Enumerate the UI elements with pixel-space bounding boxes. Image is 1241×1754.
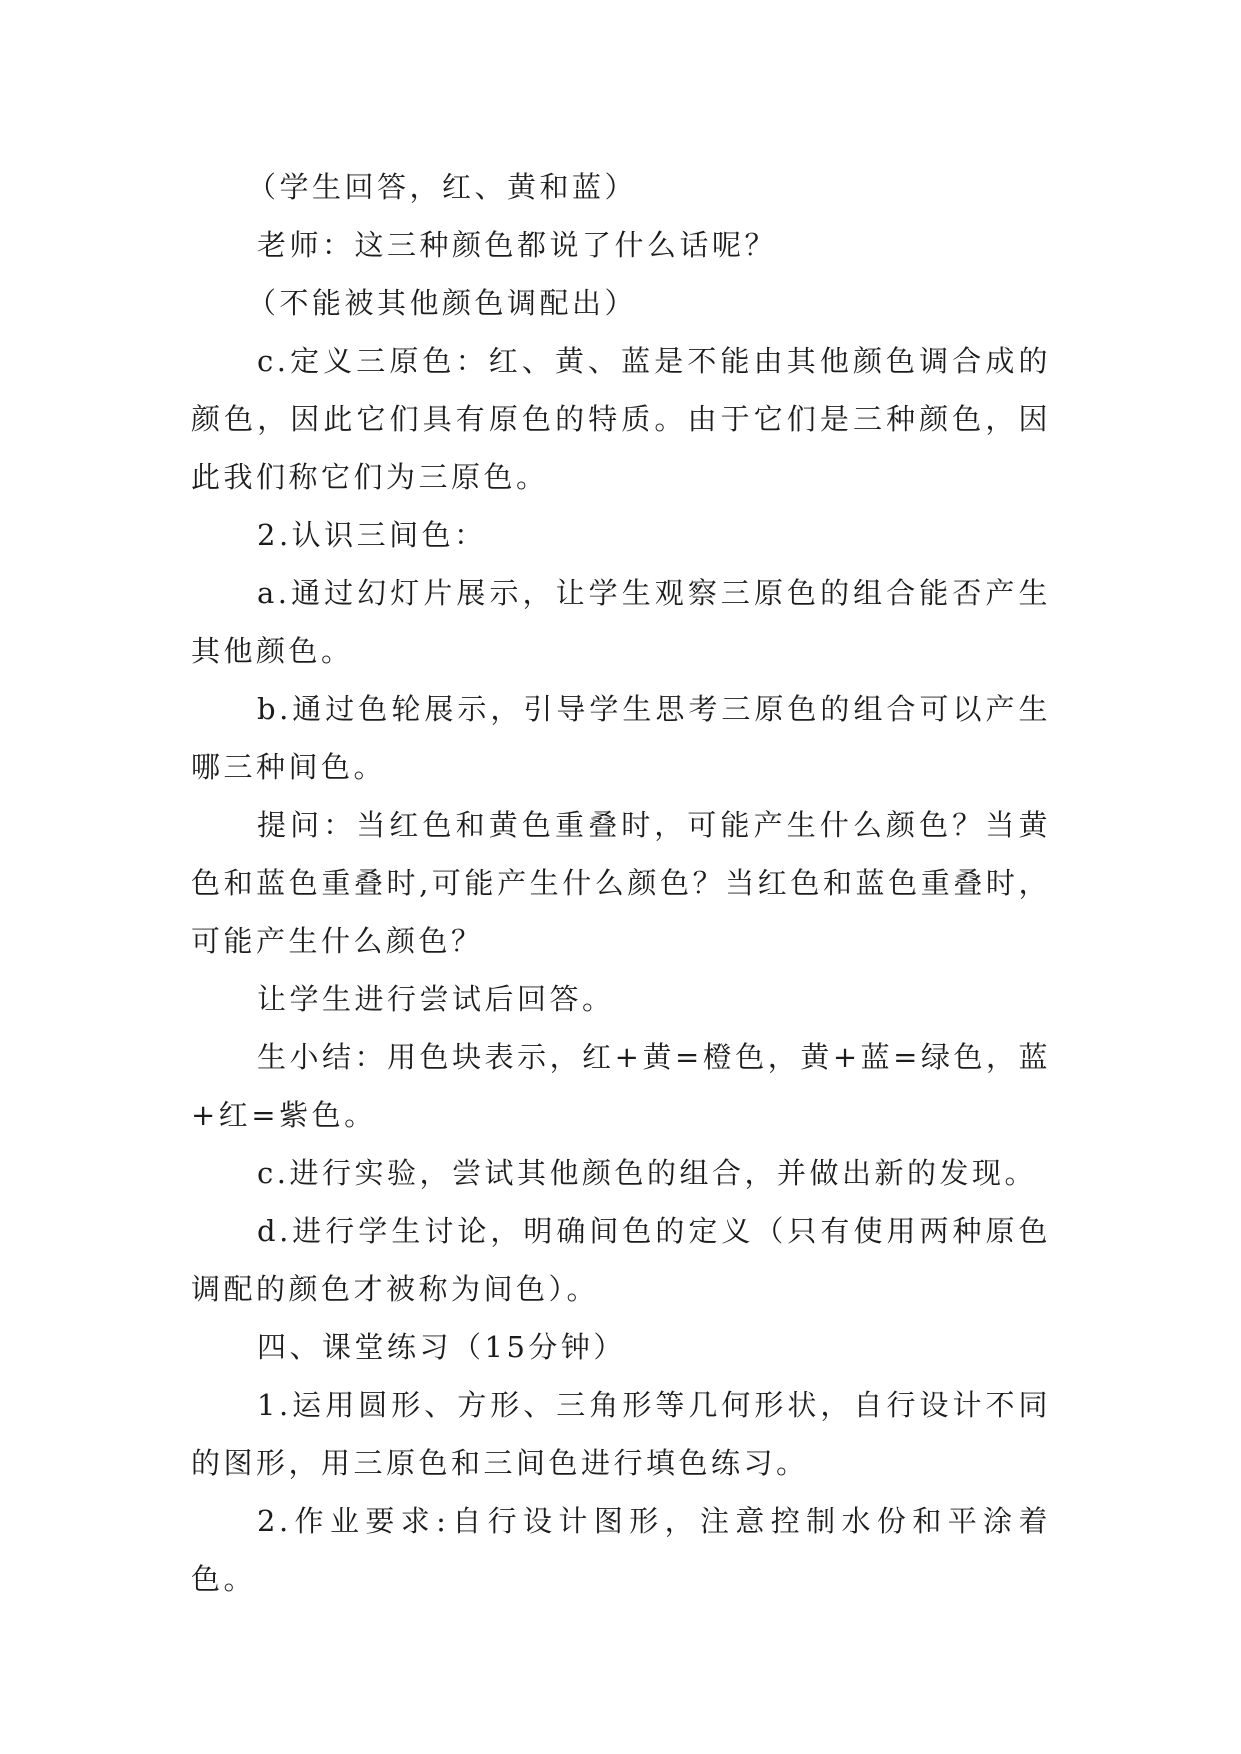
color-wheel-step-paragraph: b.通过色轮展示，引导学生思考三原色的组合可以产生哪三种间色。 [191, 692, 1051, 784]
secondary-colors-heading: 2.认识三间色： [257, 518, 487, 552]
student-answer-paragraph: （学生回答，红、黄和蓝） [247, 170, 638, 204]
primary-colors-definition-paragraph: c.定义三原色：红、黄、蓝是不能由其他颜色调合成的颜色，因此它们具有原色的特质。由于它们是三种颜色，因此我们称它们为三原色。 [191, 344, 1051, 494]
slideshow-step-paragraph: a.通过幻灯片展示，让学生观察三原色的组合能否产生其他颜色。 [191, 576, 1051, 668]
discussion-step-paragraph: d.进行学生讨论，明确间色的定义（只有使用两种原色调配的颜色才被称为间色）。 [191, 1214, 1051, 1306]
student-response-paragraph: （不能被其他颜色调配出） [247, 286, 638, 320]
practice-item-1-paragraph: 1.运用圆形、方形、三角形等几何形状，自行设计不同的图形，用三原色和三间色进行填色练习。 [191, 1388, 1051, 1480]
document-body [191, 158, 1051, 1608]
student-attempt-paragraph: 让学生进行尝试后回答。 [257, 982, 615, 1016]
classroom-practice-heading: 四、课堂练习（15分钟） [257, 1330, 626, 1364]
student-summary-paragraph: 生小结：用色块表示，红+黄=橙色，黄+蓝=绿色，蓝+红=紫色。 [191, 1040, 1051, 1132]
teacher-question-paragraph: 老师：这三种颜色都说了什么话呢？ [257, 228, 778, 262]
experiment-step-paragraph: c.进行实验，尝试其他颜色的组合，并做出新的发现。 [257, 1156, 1037, 1190]
overlap-question-paragraph: 提问：当红色和黄色重叠时，可能产生什么颜色？当黄色和蓝色重叠时,可能产生什么颜色？当红色和蓝色重叠时，可能产生什么颜色？ [191, 808, 1051, 958]
practice-item-2-paragraph: 2.作业要求:自行设计图形，注意控制水份和平涂着色。 [191, 1504, 1051, 1596]
